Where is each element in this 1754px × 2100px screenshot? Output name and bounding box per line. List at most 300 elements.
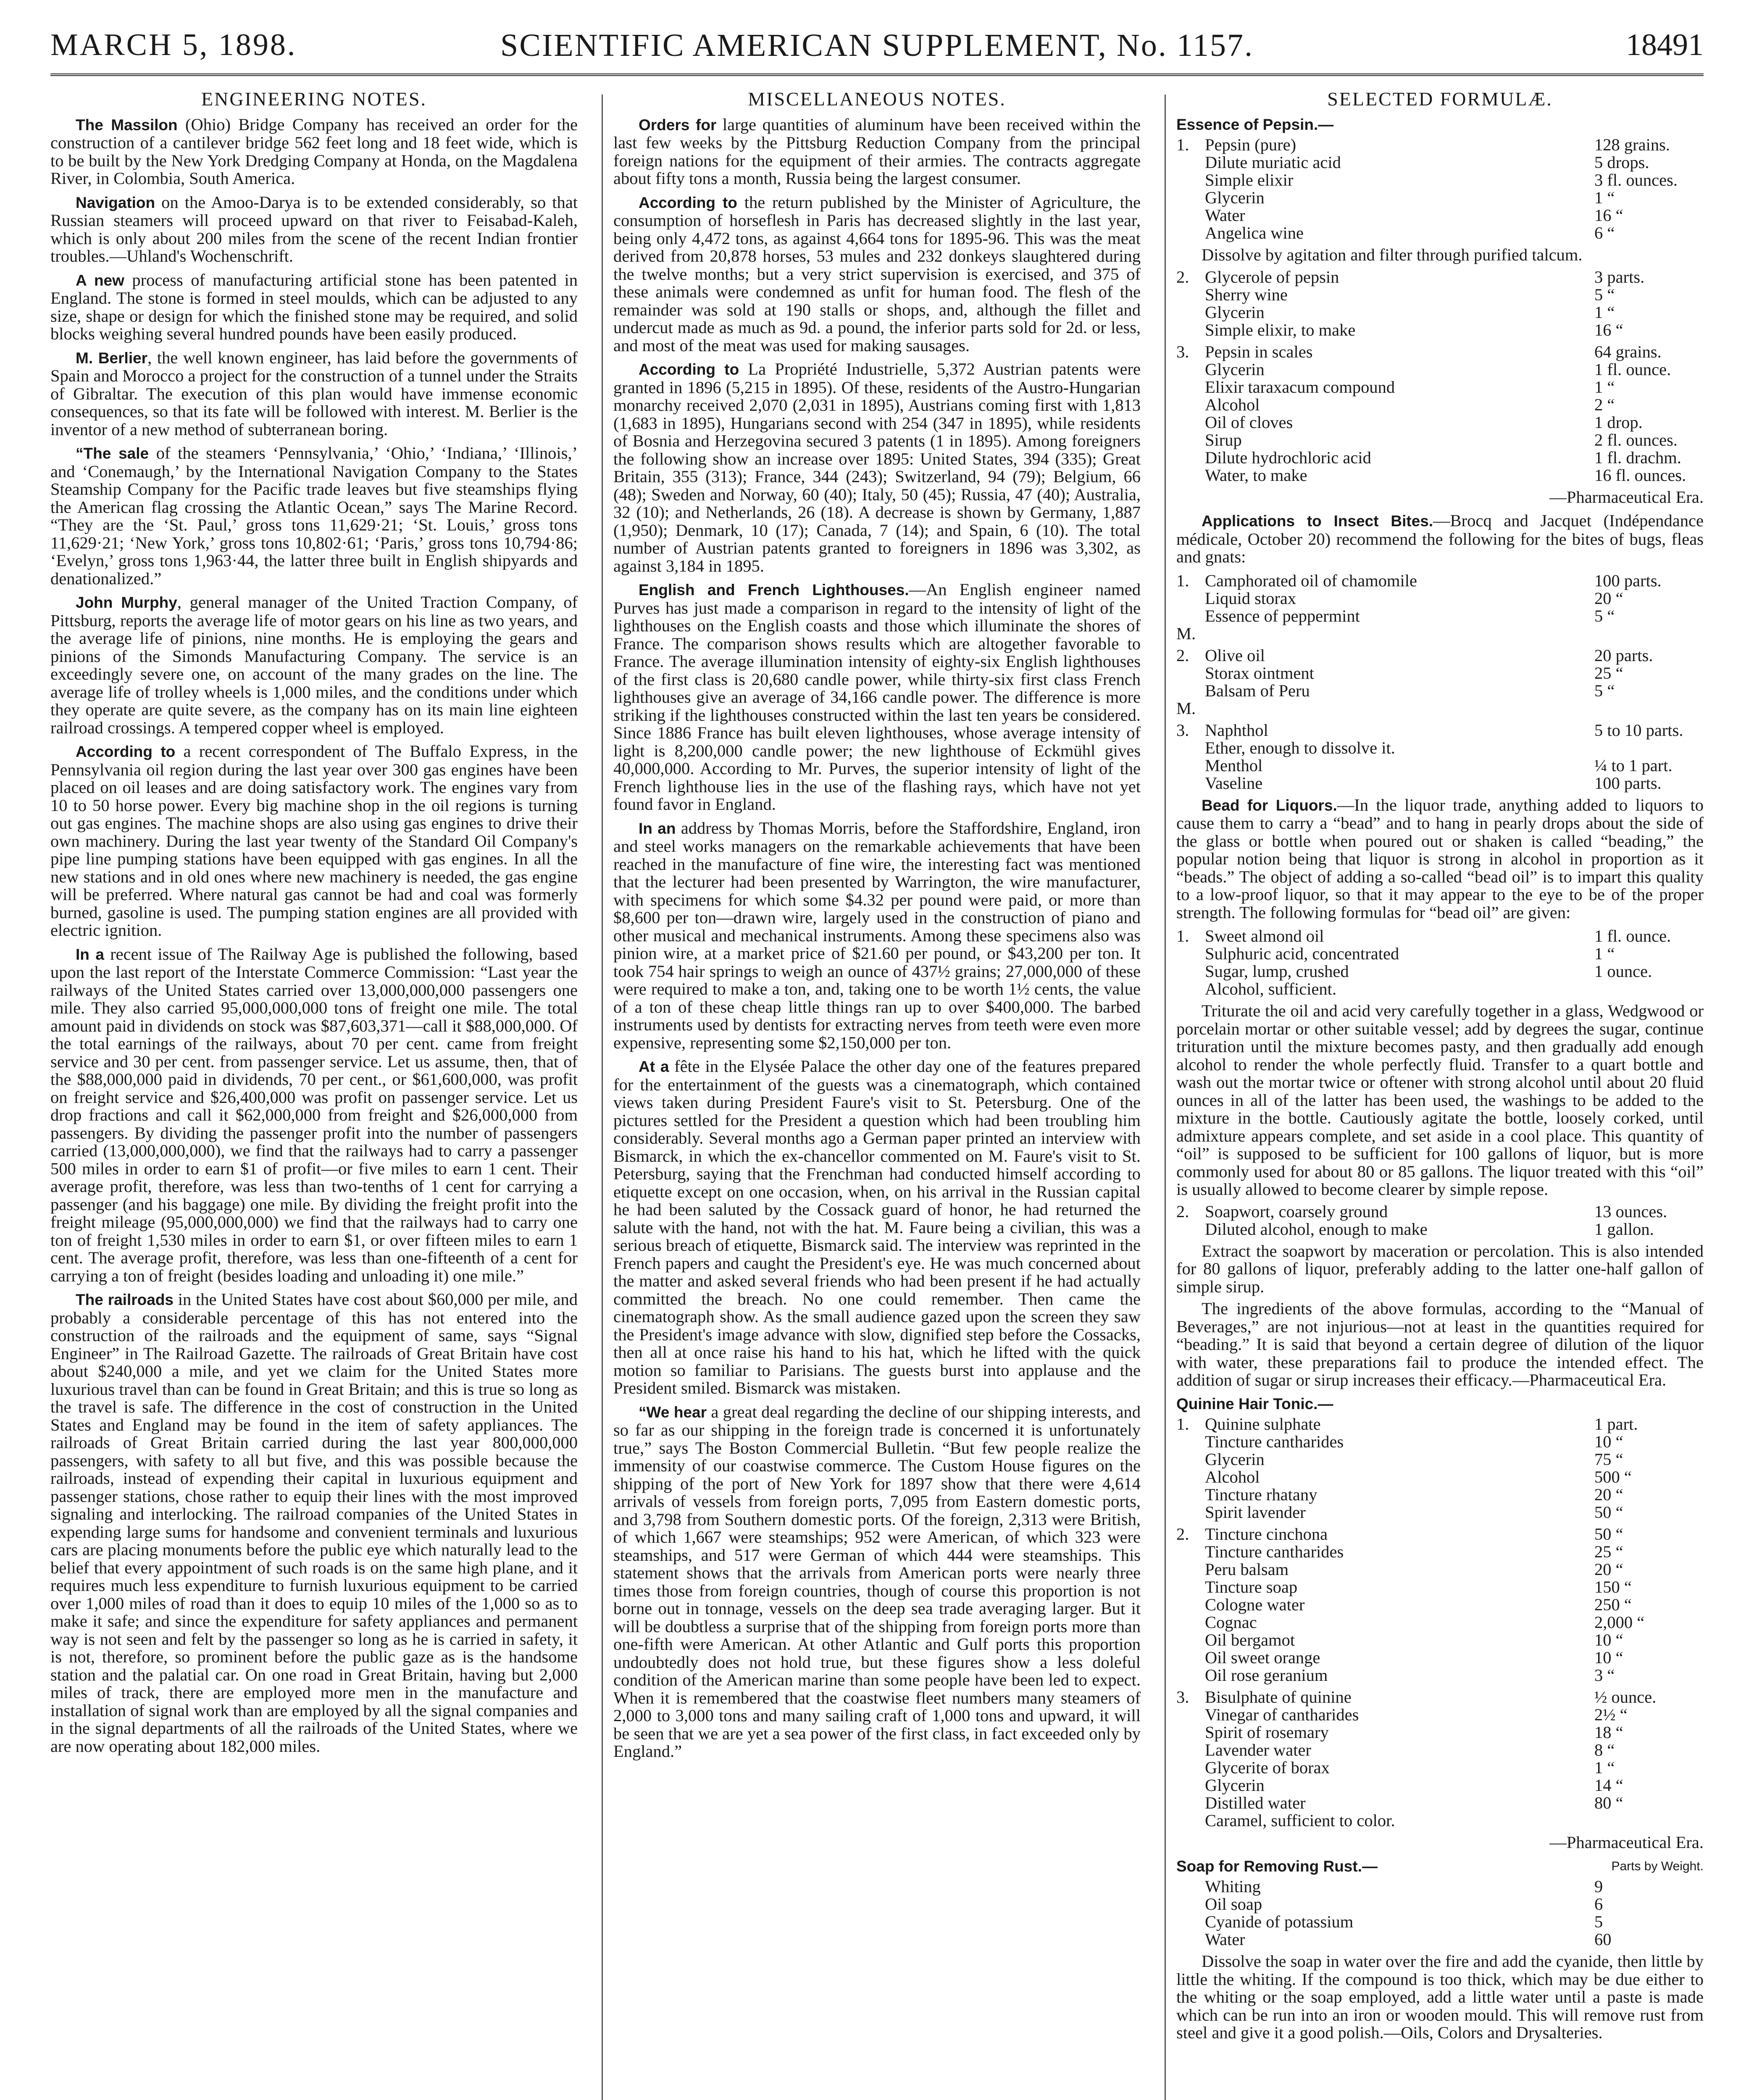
ingredient-quantity: 50 “ [1594,1525,1623,1544]
ingredient-quantity [1594,1812,1704,1830]
ingredient-name: Sugar, lump, crushed [1205,962,1349,981]
recipe-number [1176,1706,1201,1724]
publication-title: SCIENTIFIC AMERICAN SUPPLEMENT, No. 1157. [500,28,1254,63]
article-lead: In a [76,945,104,963]
recipe-row [1176,1221,1704,1238]
recipe-table [1176,927,1704,998]
ingredient-name: Alcohol, sufficient. [1205,979,1337,998]
article-text: address by Thomas Morris, before the Staffordshire, England, iron and steel works managers on the remarkable achievements that have been reached in the manufacture of fine wire, the interesting fact was mentioned that the lecturer had been presented by Warrington, the wire manufacturer, with specimens for which some $4.32 per pound were paid, or more than $8,600 per ton—drawn wire, largely used in the construction of piano and other musical and mechanical instruments. Among these specimens also was pinion wire, at a market price of $21.60 per pound, or $43,200 per ton. It took 754 hair springs to weigh an ounce of 437½ grains; 27,000,000 of these were required to make a ton, and, taking one to be worth 1½ cents, the value of a ton of these cheap little things ran up to over $400,000. The barbed instruments used by dentists for extracting nerves from teeth were even more expensive, representing some $2,150,000 per ton. [613,818,1141,1052]
ingredient-quantity: 3 “ [1594,1666,1615,1685]
recipe-row [1176,607,1704,625]
recipe-row [1176,774,1704,792]
recipe-number [1176,304,1201,321]
article-text: of the steamers ‘Pennsylvania,’ ‘Ohio,’ ‘Indiana,’ ‘Illinois,’ and ‘Conemaugh,’ by the International Navigation Company to the States Steamship Company for the Pacific trade leaves but five steamships flying the American flag crossing the Atlantic Ocean,” says The Marine Record. “They are the ‘St. Paul,’ gross tons 11,629·21; ‘St. Louis,’ gross tons 11,629·21; ‘New York,’ gross tons 10,802·61; ‘Paris,’ gross tons 10,794·86; ‘Evelyn,’ gross tons 1,963·44, the latter three built in English shipyards and denationalized.” [50,444,578,588]
recipe-number [1176,757,1201,774]
ingredient-name [1201,625,1594,643]
ingredient-quantity: 100 parts. [1594,571,1662,590]
recipe-row [1176,449,1704,467]
ingredient-name: Cognac [1205,1613,1257,1632]
article-lead: The railroads [76,1291,174,1308]
ingredient-quantity: 25 “ [1594,1542,1623,1561]
recipe-number [1176,1578,1201,1596]
formula-note: Dissolve the soap in water over the fire and add the cyanide, then little by little the whiting. If the compound is too thick, which may be due either to the whiting or the soap employed, add a little water until a paste is made which can be run into an iron or wooden mould. This will remove rust from steel and give it a good polish.—Oils, Colors and Drysalteries. [1176,1952,1704,2042]
recipe-number [1176,224,1201,242]
ingredient-name: Glycerite of borax [1205,1758,1330,1777]
column-heading: ENGINEERING NOTES. [201,90,427,110]
recipe-number [1176,1895,1201,1913]
ingredient-name: Ether, enough to dissolve it. [1205,738,1395,757]
ingredient-quantity: 2 “ [1594,395,1615,414]
ingredient-quantity: 16 “ [1594,206,1623,225]
article-text: in the United States have cost about $60,000 per mile, and probably a considerable percentage of this has not entered into the construction of the railroads and the equipment of same, says “Signal Engineer” in The Railroad Gazette. The railroads of Great Britain have cost about $240,000 a mile, and yet we claim for the United States more luxurious travel than can be found in Great Britain; and this is true so long as the travel is safe. The difference in the cost of construction in the United States and England may be found in the item of safety appliances. The railroads of Great Britain carried during the last year 800,000,000 passengers, with safety to all but five, and this was possible because the railroads, instead of expending their capital in luxurious equipment and passenger stations, chose rather to equip their lines with the most improved signaling and interlocking. The railroad companies of the United States in expending large sums for handsome and convenient terminals and luxurious cars are placing monuments before the public eye which naturally lead to the belief that every appointment of such roads is on the same high plane, and it requires much less expenditure to furnish luxurious equipment to be carried over 1,000 miles of road than it does to equip 10 miles of the 1,000 so as to make it safe; and since the expenditure for safety appliances and permanent way is not seen and felt by the passenger so long as he is carried in safety, it is not, therefore, so prominent before the public gaze as is the handsome station and the palatial car. On one road in Great Britain, having but 2,000 miles of track, there are employed more men in the manufacture and installation of signal work than are employed by all the signal companies and in the signal departments of all the railroads of the United States, where we are now operating about 182,000 miles. [50,1290,578,1756]
ingredient-name: Sirup [1205,430,1242,449]
ingredient-quantity [1594,980,1704,998]
ingredient-name: Oil of cloves [1205,412,1293,432]
ingredient-name: Tincture cantharides [1205,1432,1344,1451]
recipe-row [1176,467,1704,484]
ingredient-quantity: 1 ounce. [1594,962,1652,981]
recipe-number [1176,414,1201,431]
recipe-row [1176,572,1704,590]
recipe-row [1176,700,1704,717]
article-paragraph [613,194,1141,355]
ingredient-quantity: 6 [1594,1895,1603,1914]
recipe-row [1176,1895,1704,1913]
ingredient-quantity: 9 [1594,1877,1603,1896]
article-text: on the Amoo-Darya is to be extended considerably, so that Russian steamers will proceed upward on that river to Feisabad-Kaleh, which is only about 200 miles from the scene of the recent Indian frontier troubles.—Uhland's Wochenschrift. [50,192,578,265]
formula-lead: Applications to Insect Bites. [1202,512,1433,530]
formula-text: —Brocq and Jacquet (Indépendance médicale, October 20) recommend the following for the bites of bugs, fleas and gnats: [1176,511,1704,566]
recipe-row [1176,396,1704,414]
ingredient-name: Olive oil [1205,646,1265,665]
recipe-row [1176,1433,1704,1451]
ingredient-name: Sherry wine [1205,285,1288,304]
ingredient-quantity: 80 “ [1594,1793,1623,1812]
ingredient-name: Balsam of Peru [1205,681,1310,700]
ingredient-name: Simple elixir [1205,171,1294,189]
recipe-row [1176,136,1704,154]
recipe-row [1176,1614,1704,1631]
article-paragraph [50,116,578,188]
ingredient-quantity: 10 “ [1594,1432,1623,1451]
column-rule [1165,94,1166,2100]
recipe-row [1176,1486,1704,1504]
recipe-row [1176,647,1704,664]
ingredient-name: Spirit of rosemary [1205,1723,1329,1742]
ingredient-quantity: 5 to 10 parts. [1594,720,1683,740]
recipe-number [1176,664,1201,682]
ingredient-quantity: 5 drops. [1594,153,1649,172]
recipe-row [1176,1913,1704,1931]
ingredient-quantity: 1 fl. drachm. [1594,448,1681,467]
recipe-number [1176,1931,1201,1948]
article-paragraph [613,581,1141,814]
recipe-number: 2. [1176,1202,1189,1221]
article-paragraph [50,271,578,343]
ingredient-quantity: 128 grains. [1594,135,1670,154]
recipe-number: 2. [1176,267,1189,286]
article-paragraph [50,593,578,737]
recipe-number [1176,1913,1201,1931]
ingredient-quantity [1594,700,1704,717]
source-credit: —Pharmaceutical Era. [1549,1833,1704,1852]
article-text: the return published by the Minister of Agriculture, the consumption of horseflesh in Paris has decreased slightly in the last year, being only 4,472 tons, as against 4,664 tons for 1895-96. This was the meat derived from 20,878 horses, 53 mules and 232 donkeys slaughtered during the twelve months; but a very strict supervision is exercised, and 375 of these animals were condemned as unfit for human food. The flesh of the remainder was sold at 190 stalls or shops, and, although the fillet and undercut made as much as 9d. a pound, the inferior parts sold for 2d. or less, and most of the meat was used for making sausages. [613,192,1141,355]
article-paragraph [50,194,578,265]
ingredient-name: Elixir taraxacum compound [1205,377,1395,396]
recipe-row [1176,171,1704,189]
ingredient-name: Tincture cantharides [1205,1542,1344,1561]
recipe-row [1176,1759,1704,1777]
ingredient-quantity: 18 “ [1594,1723,1623,1742]
ingredient-name: Oil sweet orange [1205,1648,1320,1667]
recipe-row [1176,321,1704,339]
ingredient-name: Glycerin [1205,302,1265,322]
ingredient-name: Simple elixir, to make [1205,320,1356,339]
recipe-number [1176,189,1201,207]
column-engineering-notes [50,90,578,2100]
article-lead: The Massilon [76,116,178,134]
recipe-row [1176,722,1704,739]
recipe-table [1176,1878,1704,1948]
recipe-row [1176,1203,1704,1221]
recipe-number [1176,1724,1201,1741]
recipe-number [1176,739,1201,757]
ingredient-quantity: 50 “ [1594,1503,1623,1522]
recipe-number [1176,1433,1201,1451]
recipe-number [1176,945,1201,963]
article-paragraph [50,945,578,1285]
recipe-number [1176,467,1201,484]
recipe-row [1176,1931,1704,1948]
issue-date: MARCH 5, 1898. [50,28,297,62]
recipe-row [1176,361,1704,378]
formula-lead: Bead for Liquors. [1202,796,1337,814]
ingredient-quantity: 1 “ [1594,377,1615,396]
ingredient-name: Camphorated oil of chamomile [1205,571,1417,590]
ingredient-name: Oil rose geranium [1205,1666,1328,1685]
ingredient-quantity: 1 fl. ounce. [1594,360,1671,379]
ingredient-quantity: 20 “ [1594,588,1623,608]
recipe-row [1176,1561,1704,1578]
article-text: fête in the Elysée Palace the other day one of the features prepared for the entertainment of the guests was a cinematograph, which contained views taken during President Faure's visit to St. Petersburg. One of the pictures settled for the President a question which had been troubling him considerably. Several months ago a German paper printed an interview with Bismarck, in which the ex-chancellor commented on M. Faure's visit to St. Petersburg, saying that the Frenchman had conducted himself according to etiquette except on one occasion, when, on his arrival in the Russian capital he had been saluted by the Cossack guard of honor, he had returned the salute with the hand, not with the hat. M. Faure being a civilian, this was a serious breach of etiquette, Bismarck said. The interview was reprinted in the French papers and caught the President's eye. He was much concerned about the matter and asked several friends who had been present if he had actually committed the breach. No one could remember. Then came the cinematograph show. As the small audience gazed upon the screen they saw the President's image advance with slow, dignified step before the Cossacks, then all at once raise his hand to his hat, which he lifted with the quick motion so familiar to Parisians. The guests burst into applause and the President smiled. Bismarck was mistaken. [613,1057,1141,1397]
recipe-row [1176,945,1704,963]
recipe-row [1176,1741,1704,1759]
ingredient-name: Bisulphate of quinine [1205,1688,1352,1706]
article-lead: English and French Lighthouses. [639,581,909,598]
recipe-number: 3. [1176,1688,1189,1706]
ingredient-quantity: 25 “ [1594,663,1623,682]
ingredient-name: Alcohol [1205,395,1260,414]
article-lead: According to [639,194,737,211]
recipe-number: 3. [1176,342,1189,361]
formula-heading-text: Soap for Removing Rust.— [1176,1857,1378,1875]
article-text: recent issue of The Railway Age is published the following, based upon the last report of the Interstate Commerce Commission: “Last year the railways of the United States carried over 13,000,000,000 passengers one mile. They also carried 95,000,000,000 tons of freight one mile. The total amount paid in dividends on stock was $87,603,371—call it $88,000,000. Of the total earnings of the railways, about 70 per cent. came from freight service and 30 per cent. from passenger service. Let us assume, then, that of the $88,000,000 paid in dividends, 70 per cent., or $61,600,000, was profit on freight service and $26,400,000 was profit on passenger service. Let us drop fractions and call it $62,000,000 from freight and $26,000,000 from passengers. By dividing the passenger profit into the number of passengers carried (13,000,000,000), we find that the railways had to carry a passenger 500 miles in order to earn $1 of profit—or five miles to earn 1 cent. Their average profit, therefore, was less than two-tenths of 1 cent for carrying a passenger (and his baggage) one mile. By dividing the freight profit into the freight mileage (95,000,000,000) we find that the railways had to carry one ton of freight 1,530 miles in order to earn $1, or over fifteen miles to earn 1 cent. The average profit, therefore, was less than one-fifteenth of a cent for carrying a ton of freight (besides loading and unloading it) one mile.” [50,944,578,1285]
recipe-number [1176,1486,1201,1504]
ingredient-quantity: 1 “ [1594,302,1615,322]
recipe-row [1176,590,1704,607]
ingredient-name: Diluted alcohol, enough to make [1205,1219,1428,1239]
ingredient-name: Pepsin in scales [1205,342,1313,361]
ingredient-name: Glycerole of pepsin [1205,267,1339,286]
masthead [50,23,1704,76]
recipe-number [1176,1468,1201,1486]
article-list [613,116,1141,1761]
formula-heading: Quinine Hair Tonic.— [1176,1395,1333,1412]
recipe-table [1176,647,1704,717]
ingredient-name: Sulphuric acid, concentrated [1205,944,1399,963]
recipe-number: 3. [1176,720,1189,740]
ingredient-quantity: 14 “ [1594,1776,1623,1795]
article-text: , general manager of the United Traction Company, of Pittsburg, reports the average life of motor gears on his line as two years, and the average life of pinions, nine months. He is employing the gears and pinions of the Simonds Manufacturing Company. The service is an exceedingly severe one, on account of the many grades on the line. The average life of trolley wheels is 1,000 miles, and the conditions under which they operate are quite severe, as the company has on its main line eighteen railroad crossings. A tempered copper wheel is employed. [50,593,578,737]
recipe-number [1176,286,1201,304]
recipe-row [1176,286,1704,304]
ingredient-name: Pepsin (pure) [1205,135,1296,154]
recipe-number [1176,431,1201,449]
recipe-row [1176,682,1704,700]
article-text: La Propriété Industrielle, 5,372 Austrian patents were granted in 1896 (5,215 in 1895). Of these, residents of the Austro-Hungarian monarchy received 2,070 (2,031 in 1895), Austrians coming first with 1,813 (1,683 in 1895), Hungarians second with 254 (347 in 1895), while residents of Bosnia and Herzegovina secured 3 patents (1 in 1895). Among foreigners the following show an increase over 1895: United States, 394 (335); Great Britain, 355 (313); France, 344 (243); Switzerland, 94 (79); Belgium, 66 (48); Sweden and Norway, 60 (40); Italy, 50 (45); Russia, 47 (40); Australia, 32 (10); and Netherlands, 26 (18). A decrease is shown by Germany, 1,887 (1,950); Denmark, 10 (17); Canada, 7 (14); and Spain, 6 (10). The total number of Austrian patents granted to foreigners in 1896 was 3,302, as against 3,184 in 1895. [613,360,1141,575]
recipe-table [1176,722,1704,792]
article-lead: “The sale [76,445,149,462]
ingredient-name: Quinine sulphate [1205,1415,1321,1433]
ingredient-quantity: 10 “ [1594,1648,1623,1667]
ingredient-name: Whiting [1205,1877,1261,1896]
article-text: (Ohio) Bridge Company has received an order for the construction of a cantilever bridge 562 feet long and 18 feet wide, which is to be built by the New York Dredging Company at Honda, on the Magdalena River, in Colombia, South America. [50,115,578,188]
ingredient-quantity: 6 “ [1594,223,1615,242]
ingredient-name: Glycerin [1205,188,1265,207]
ingredient-quantity: 3 fl. ounces. [1594,171,1678,189]
ingredient-quantity: 1 “ [1594,1758,1615,1777]
recipe-number [1176,1504,1201,1521]
ingredient-name: Water [1205,1930,1245,1949]
recipe-number [1176,1596,1201,1614]
recipe-row [1176,1706,1704,1724]
ingredient-quantity: 1 drop. [1594,412,1643,432]
recipe-row [1176,980,1704,998]
ingredient-name: Lavender water [1205,1740,1311,1759]
article-text: a great deal regarding the decline of our shipping interests, and so far as our shipping in the foreign trade is concerned it is unfortunately true,” says The Boston Commercial Bulletin. “But few people realize the immensity of our coastwise commerce. The Custom House figures on the shipping of the port of New York for 1897 show that there were 4,614 arrivals of vessels from foreign ports, 7,095 from Eastern domestic ports, and 3,798 from Southern domestic ports. Of the foreign, 2,313 were British, of which 1,667 were steamships; 952 were American, of which 323 were steamships, and 517 were German of which 444 were steamships. This statement shows that the arrivals from American ports were nearly three times those from foreign countries, though of course this proportion is not borne out in tonnage, vessels on the deep sea trade averaging larger. But it will be doubtless a surprise that of the shipping from foreign ports more than one-fifth were American. At other Atlantic and Gulf ports this proportion undoubtedly does not hold true, but these figures show a less doleful condition of the American marine than some people have been led to expect. When it is remembered that the coastwise fleet numbers many steamers of 2,000 to 3,000 tons and many sailing craft of 1,000 tons and upward, it will be seen that we are yet a sea power of the first class, in fact exceeded only by England.” [613,1402,1141,1761]
recipe-row [1176,154,1704,171]
ingredient-quantity: 1 gallon. [1594,1219,1654,1239]
recipe-number [1176,774,1201,792]
ingredient-name: Tincture rhatany [1205,1485,1317,1504]
recipe-table [1176,343,1704,484]
ingredient-quantity: 2 fl. ounces. [1594,430,1678,449]
ingredient-quantity: 64 grains. [1594,342,1662,361]
recipe-number [1176,378,1201,396]
ingredient-quantity: 150 “ [1594,1578,1632,1596]
article-lead: At a [639,1058,669,1075]
ingredient-name: Peru balsam [1205,1560,1289,1579]
formula-note: The ingredients of the above formulas, according to the “Manual of Beverages,” are not injurious—not at least in the quantities required for “beading.” It is said that beyond a certain degree of dilution of the liquor with water, these preparations fail to produce the intended effect. The addition of sugar or sirup increases their efficacy.—Pharmaceutical Era. [1176,1299,1704,1389]
recipe-number [1176,1561,1201,1578]
recipe-row [1176,224,1704,242]
ingredient-quantity: 2½ “ [1594,1705,1628,1724]
ingredient-quantity: 5 “ [1594,606,1615,625]
article-lead: According to [76,743,176,760]
ingredient-quantity: 16 “ [1594,320,1623,339]
ingredient-quantity: 1 “ [1594,188,1615,207]
article-paragraph [50,444,578,588]
recipe-row [1176,1578,1704,1596]
recipe-table [1176,1525,1704,1684]
recipe-row [1176,207,1704,224]
ingredient-quantity: 13 ounces. [1594,1202,1667,1221]
recipe-row [1176,664,1704,682]
ingredient-name: Water [1205,206,1245,225]
ingredient-quantity: 1 part. [1594,1415,1638,1433]
recipe-row [1176,1649,1704,1667]
ingredient-name: Spirit lavender [1205,1503,1306,1522]
recipe-row [1176,431,1704,449]
recipe-table [1176,1415,1704,1521]
ingredient-name [1201,700,1594,717]
recipe-row [1176,1596,1704,1614]
page-number: 18491 [1626,28,1704,62]
article-paragraph [613,1058,1141,1397]
ingredient-name: Tincture cinchona [1205,1525,1328,1544]
recipe-number [1176,1451,1201,1468]
recipe-row [1176,1468,1704,1486]
recipe-table [1176,136,1704,242]
formula-note: Triturate the oil and acid very carefully together in a glass, Wedgwood or porcelain mortar or other suitable vessel; add by degrees the sugar, continue trituration until the mixture becomes pasty, and then gradually add enough alcohol to render the whole perfectly fluid. Transfer to a quart bottle and wash out the mortar twice or oftener with strong alcohol until about 20 fluid ounces in all of the latter has been used, the washings to be added to the mixture in the bottle. Cautiously agitate the bottle, loosely corked, until admixture appears complete, and set aside in a cool place. This quantity of “oil” is supposed to be sufficient for 100 gallons of liquor, but is more commonly used for about 80 or 85 gallons. The liquor treated with this “oil” is usually allowed to become clearer by simple repose. [1176,1001,1704,1199]
ingredient-name: Distilled water [1205,1793,1306,1812]
formula-intro [1176,512,1704,566]
column-miscellaneous-notes [613,90,1141,2100]
recipe-table [1176,268,1704,339]
recipe-number [1176,1759,1201,1777]
ingredient-quantity [1594,739,1704,757]
formula-intro [1176,796,1704,922]
ingredient-quantity: 500 “ [1594,1467,1632,1486]
recipe-number [1176,154,1201,171]
recipe-row [1176,963,1704,980]
ingredient-name: Menthol [1205,756,1263,775]
ingredient-quantity: 16 fl. ounces. [1594,465,1686,485]
recipe-row [1176,304,1704,321]
recipe-row [1176,739,1704,757]
ingredient-name: Cyanide of potassium [1205,1912,1354,1931]
recipe-row [1176,414,1704,431]
recipe-number: M. [1176,698,1196,718]
recipe-number [1176,207,1201,224]
recipe-number [1176,1543,1201,1561]
ingredient-name: Dilute muriatic acid [1205,153,1341,172]
recipe-number [1176,1221,1201,1238]
ingredient-quantity: 5 “ [1594,681,1615,700]
recipe-number [1176,590,1201,607]
article-lead: A new [76,271,124,289]
recipe-number [1176,449,1201,467]
recipe-table [1176,1688,1704,1830]
recipe-number [1176,1649,1201,1667]
ingredient-quantity [1594,625,1704,643]
ingredient-quantity: ½ ounce. [1594,1688,1657,1706]
recipe-number: 2. [1176,1525,1189,1544]
recipe-row [1176,1688,1704,1706]
formula-heading: Essence of Pepsin.— [1176,116,1334,133]
ingredient-quantity: 20 “ [1594,1485,1623,1504]
ingredient-name: Alcohol [1205,1467,1260,1486]
recipe-number [1176,1794,1201,1812]
article-text: large quantities of aluminum have been received within the last few weeks by the Pittsburg Reduction Company from the principal foreign nations for the equipment of their armies. The contracts aggregate about fifty tons a month, Russia being the largest consumer. [613,115,1141,188]
ingredient-quantity: 100 parts. [1594,773,1662,793]
ingredient-name: Glycerin [1205,1450,1265,1469]
article-paragraph [613,116,1141,188]
recipe-number [1176,321,1201,339]
ingredient-quantity: 75 “ [1594,1450,1623,1469]
recipe-row [1176,757,1704,774]
formula-heading [1176,1858,1704,1876]
article-lead: M. Berlier [76,349,148,367]
ingredient-quantity: 5 “ [1594,285,1615,304]
recipe-number [1176,963,1201,980]
recipe-number [1176,1667,1201,1684]
article-text: , the well known engineer, has laid before the governments of Spain and Morocco a project for the construction of a tunnel under the Straits of Gibraltar. The execution of this plan would have immense economic consequences, so that its fate will be followed with interest. M. Berlier is the inventor of a new method of subterranean boring. [50,348,578,439]
column-rule [602,94,603,2100]
recipe-table [1176,572,1704,643]
ingredient-quantity: 1 “ [1594,944,1615,963]
recipe-row [1176,1878,1704,1895]
formula-note: Extract the soapwort by maceration or percolation. This is also intended for 80 gallons of liquor, preferably adding to the latter one-half gallon of simple sirup. [1176,1241,1704,1296]
article-paragraph [613,1403,1141,1761]
recipe-row [1176,1777,1704,1794]
ingredient-name: Water, to make [1205,465,1307,485]
recipe-row [1176,268,1704,286]
recipe-number [1176,1777,1201,1794]
recipe-row [1176,343,1704,361]
article-paragraph [50,743,578,940]
recipe-row [1176,1451,1704,1468]
ingredient-quantity: 1 fl. ounce. [1594,927,1671,945]
ingredient-quantity: 8 “ [1594,1740,1615,1759]
ingredient-quantity: 2,000 “ [1594,1613,1645,1632]
ingredient-name: Tincture soap [1205,1578,1298,1596]
ingredient-name: Cologne water [1205,1595,1305,1614]
ingredient-quantity: 10 “ [1594,1630,1623,1649]
ingredient-quantity: 250 “ [1594,1595,1632,1614]
recipe-row [1176,1415,1704,1433]
recipe-number [1176,682,1201,700]
article-paragraph [50,349,578,439]
recipe-row [1176,1667,1704,1684]
recipe-number: 1. [1176,927,1189,945]
ingredient-name: Naphthol [1205,720,1268,740]
recipe-number [1176,607,1201,625]
recipe-number [1176,1812,1201,1830]
article-lead: John Murphy [76,594,177,611]
source-credit: —Pharmaceutical Era. [1549,487,1704,507]
column-heading: SELECTED FORMULÆ. [1327,90,1553,110]
recipe-number [1176,1741,1201,1759]
ingredient-name: Storax ointment [1205,663,1314,682]
recipe-row [1176,1504,1704,1521]
recipe-number [1176,171,1201,189]
recipe-number [1176,396,1201,414]
ingredient-name: Glycerin [1205,1776,1265,1795]
ingredient-name: Soapwort, coarsely ground [1205,1202,1388,1221]
article-lead: In an [639,819,676,837]
recipe-number: 2. [1176,646,1189,665]
column-selected-formulae [1176,90,1704,2100]
recipe-row [1176,625,1704,643]
column-heading: MISCELLANEOUS NOTES. [748,90,1006,110]
article-text: a recent correspondent of The Buffalo Express, in the Pennsylvania oil region during the last year over 300 gas engines have been placed on oil leases and are doing satisfactory work. The engines vary from 10 to 50 horse power. Every big machine shop in the oil regions is turning out gas engines. The machine shops are also using gas engines to drive their own machinery. During the last year twenty of the Standard Oil Company's pipe line pumping stations have been equipped with gas engines. In all the new stations and in old ones where new machinery is needed, the gas engine will be preferred. Where natural gas cannot be had and coal was formerly burned, gasoline is used. The pumping station engines are all provided with electric ignition. [50,742,578,940]
units-note: Parts by Weight. [1611,1859,1704,1873]
ingredient-name: Glycerin [1205,360,1265,379]
recipe-row [1176,378,1704,396]
article-lead: Orders for [639,116,717,134]
formula-note: Dissolve by agitation and filter through purified talcum. [1202,245,1583,264]
